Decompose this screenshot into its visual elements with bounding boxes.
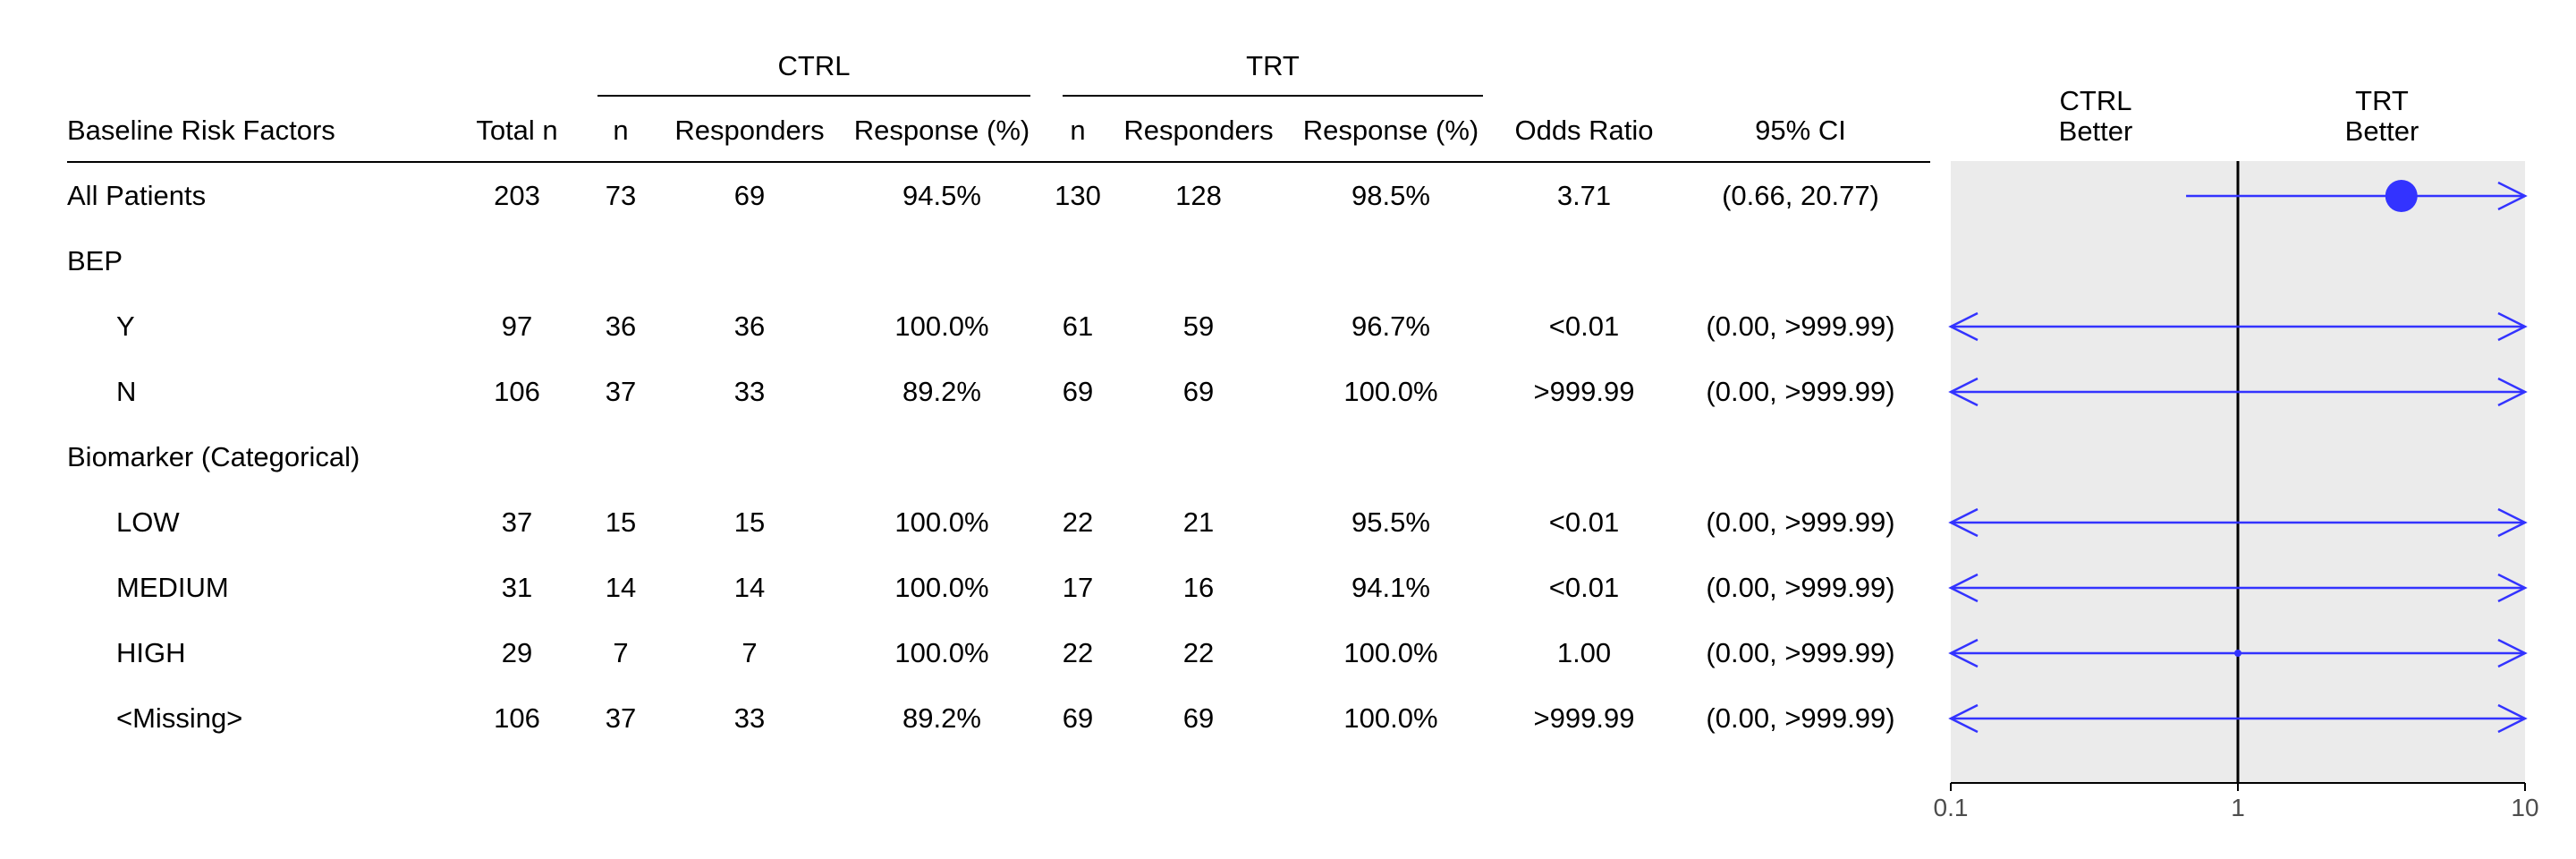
row-label: MEDIUM — [116, 572, 229, 603]
x-tick-label: 1 — [2231, 794, 2245, 821]
group-header-trt: TRT — [1246, 50, 1300, 81]
cell-trt-pct: 100.0% — [1343, 702, 1438, 734]
cell-odds-ratio: <0.01 — [1548, 310, 1620, 342]
cell-ctrl-n: 73 — [605, 180, 637, 211]
row-label: HIGH — [116, 637, 186, 668]
cell-total-n: 29 — [501, 637, 533, 668]
row-label: Biomarker (Categorical) — [67, 441, 360, 472]
cell-ctrl-resp: 7 — [741, 637, 758, 668]
cell-total-n: 31 — [501, 572, 533, 603]
cell-odds-ratio: >999.99 — [1533, 376, 1635, 407]
cell-odds-ratio: >999.99 — [1533, 702, 1635, 734]
cell-ctrl-n: 15 — [605, 506, 637, 538]
cell-trt-resp: 69 — [1182, 702, 1215, 734]
cell-trt-n: 69 — [1062, 702, 1094, 734]
cell-trt-pct: 100.0% — [1343, 637, 1438, 668]
cell-total-n: 97 — [501, 310, 533, 342]
cell-trt-pct: 94.1% — [1352, 572, 1430, 603]
cell-ctrl-pct: 100.0% — [894, 310, 989, 342]
col-header-odds-ratio: Odds Ratio — [1514, 115, 1654, 146]
cell-odds-ratio: 3.71 — [1556, 180, 1612, 211]
row-label: BEP — [67, 245, 123, 276]
forest-right-label-text: TRT Better — [2344, 85, 2419, 148]
cell-ctrl-n: 36 — [605, 310, 637, 342]
cell-ctrl-pct: 100.0% — [894, 506, 989, 538]
cell-trt-pct: 96.7% — [1352, 310, 1430, 342]
group-header-ctrl: CTRL — [777, 50, 851, 81]
cell-ctrl-resp: 33 — [733, 702, 766, 734]
cell-ctrl-resp: 36 — [733, 310, 766, 342]
cell-ci: (0.00, >999.99) — [1706, 310, 1895, 342]
cell-trt-pct: 95.5% — [1352, 506, 1430, 538]
row-label: LOW — [116, 506, 180, 538]
cell-ci: (0.66, 20.77) — [1722, 180, 1879, 211]
col-header-factor: Baseline Risk Factors — [67, 115, 335, 146]
cell-trt-resp: 16 — [1182, 572, 1215, 603]
cell-total-n: 106 — [494, 702, 540, 734]
cell-ctrl-resp: 15 — [733, 506, 766, 538]
cell-trt-resp: 22 — [1182, 637, 1215, 668]
cell-ci: (0.00, >999.99) — [1706, 572, 1895, 603]
col-header-ctrl-response-pct: Response (%) — [853, 115, 1030, 146]
cell-ctrl-pct: 100.0% — [894, 637, 989, 668]
cell-total-n: 106 — [494, 376, 540, 407]
x-tick-label: 0.1 — [1933, 794, 1969, 821]
row-label: N — [116, 376, 137, 407]
cell-ci: (0.00, >999.99) — [1706, 506, 1895, 538]
cell-ctrl-n: 14 — [605, 572, 637, 603]
cell-ci: (0.00, >999.99) — [1706, 637, 1895, 668]
point-estimate — [2385, 180, 2418, 212]
cell-trt-n: 61 — [1062, 310, 1094, 342]
cell-trt-resp: 59 — [1182, 310, 1215, 342]
col-header-ctrl-n: n — [613, 115, 629, 146]
cell-trt-n: 22 — [1062, 506, 1094, 538]
cell-ctrl-pct: 89.2% — [902, 702, 981, 734]
cell-trt-n: 22 — [1062, 637, 1094, 668]
cell-ci: (0.00, >999.99) — [1706, 702, 1895, 734]
cell-trt-resp: 128 — [1175, 180, 1222, 211]
x-tick-label: 10 — [2511, 794, 2539, 821]
cell-ctrl-n: 37 — [605, 376, 637, 407]
cell-trt-pct: 98.5% — [1352, 180, 1430, 211]
col-header-ci: 95% CI — [1755, 115, 1846, 146]
cell-ctrl-resp: 69 — [733, 180, 766, 211]
cell-odds-ratio: <0.01 — [1548, 506, 1620, 538]
cell-ctrl-n: 37 — [605, 702, 637, 734]
col-header-total-n: Total n — [476, 115, 558, 146]
col-header-ctrl-responders: Responders — [674, 115, 825, 146]
cell-trt-resp: 69 — [1182, 376, 1215, 407]
col-header-trt-response-pct: Response (%) — [1302, 115, 1479, 146]
cell-trt-n: 130 — [1055, 180, 1101, 211]
cell-ci: (0.00, >999.99) — [1706, 376, 1895, 407]
row-label: All Patients — [67, 180, 207, 211]
row-label: <Missing> — [116, 702, 243, 734]
cell-ctrl-n: 7 — [613, 637, 629, 668]
cell-odds-ratio: <0.01 — [1548, 572, 1620, 603]
cell-total-n: 203 — [494, 180, 540, 211]
cell-trt-pct: 100.0% — [1343, 376, 1438, 407]
point-estimate — [2234, 650, 2241, 657]
cell-ctrl-resp: 14 — [733, 572, 766, 603]
col-header-trt-responders: Responders — [1123, 115, 1274, 146]
col-header-trt-n: n — [1070, 115, 1086, 146]
cell-trt-resp: 21 — [1182, 506, 1215, 538]
cell-total-n: 37 — [501, 506, 533, 538]
cell-odds-ratio: 1.00 — [1556, 637, 1612, 668]
row-label: Y — [116, 310, 135, 342]
cell-trt-n: 69 — [1062, 376, 1094, 407]
forest-left-label-text: CTRL Better — [2058, 85, 2133, 148]
cell-ctrl-pct: 94.5% — [902, 180, 981, 211]
cell-trt-n: 17 — [1062, 572, 1094, 603]
cell-ctrl-resp: 33 — [733, 376, 766, 407]
cell-ctrl-pct: 100.0% — [894, 572, 989, 603]
cell-ctrl-pct: 89.2% — [902, 376, 981, 407]
